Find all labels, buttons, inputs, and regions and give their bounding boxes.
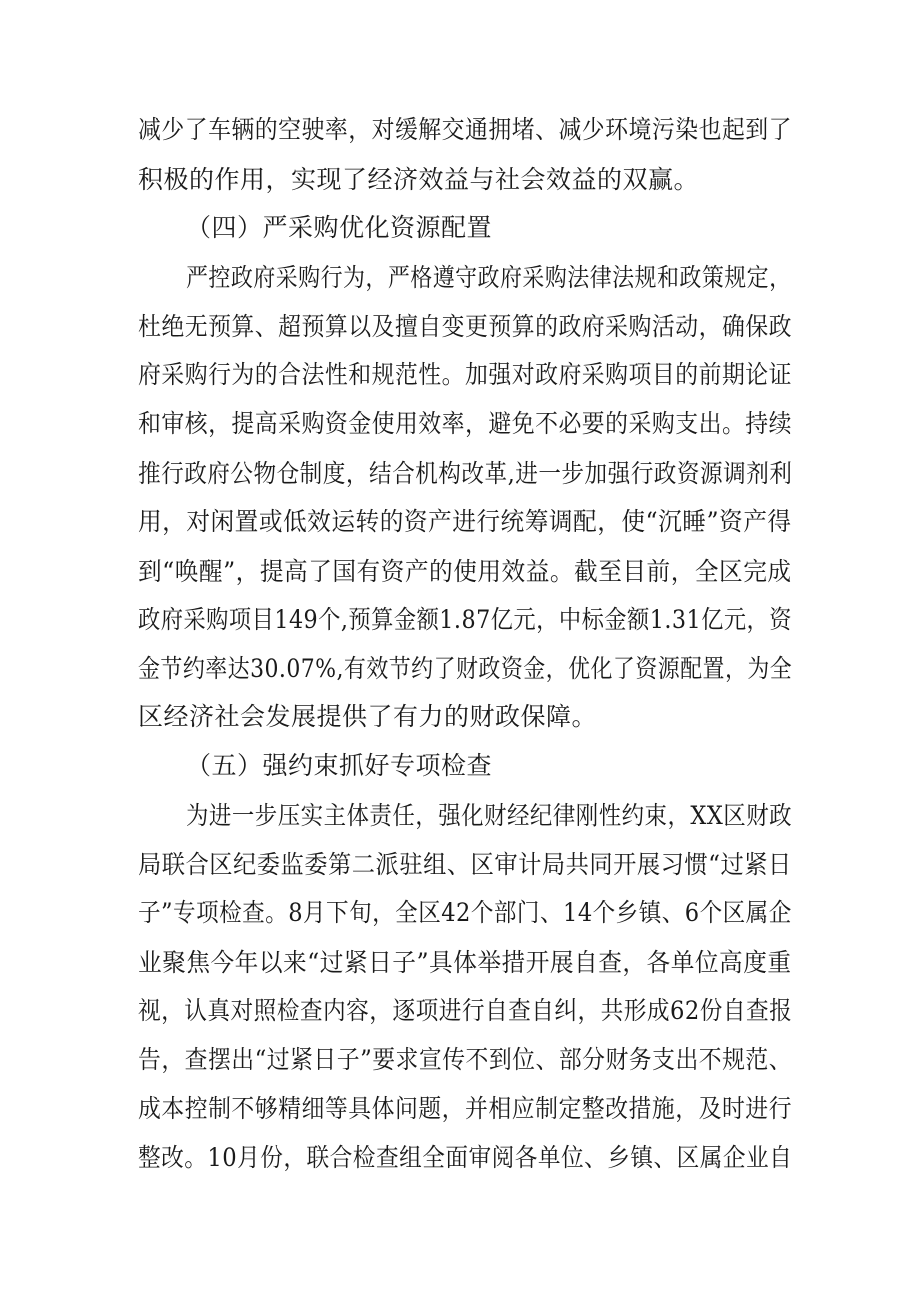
paragraph-line: 减少了车辆的空驶率，对缓解交通拥堵、减少环境污染也起到了	[138, 115, 793, 144]
paragraph-line: 积极的作用，实现了经济效益与社会效益的双赢。	[138, 165, 700, 194]
paragraph-line: 杜绝无预算、超预算以及擅自变更预算的政府采购活动，确保政	[138, 312, 793, 341]
paragraph-line: 子”专项检查。8月下旬，全区42个部门、14个乡镇、6个区属企	[138, 898, 792, 927]
paragraph-line: 区经济社会发展提供了有力的财政保障。	[138, 702, 598, 731]
paragraph-line: 用，对闲置或低效运转的资产进行统筹调配，使“沉睡”资产得	[138, 507, 792, 536]
paragraph-line: 府采购行为的合法性和规范性。加强对政府采购项目的前期论证	[138, 360, 793, 389]
paragraph-line: 业聚焦今年以来“过紧日子”具体举措开展自查，各单位高度重	[138, 948, 792, 977]
paragraph-line: 为进一步压实主体责任，强化财经纪律刚性约束，XX区财政	[186, 801, 793, 830]
paragraph-line: 政府采购项目149个,预算金额1.87亿元，中标金额1.31亿元，资	[138, 605, 792, 634]
paragraph-line: 金节约率达30.07%,有效节约了财政资金，优化了资源配置，为全	[138, 654, 793, 683]
paragraph-line: 成本控制不够精细等具体问题，并相应制定整改措施，及时进行	[138, 1094, 793, 1123]
paragraph-line: 告，查摆出“过紧日子”要求宣传不到位、部分财务支出不规范、	[138, 1045, 793, 1074]
paragraph-line: 和审核，提高采购资金使用效率，避免不必要的采购支出。持续	[138, 409, 793, 438]
paragraph-line: 推行政府公物仓制度，结合机构改革,进一步加强行政资源调剂利	[138, 459, 793, 488]
section-heading: （四）严采购优化资源配置	[186, 213, 493, 242]
paragraph-line: 视，认真对照检查内容，逐项进行自查自纠，共形成62份自查报	[138, 996, 793, 1025]
paragraph-line: 局联合区纪委监委第二派驻组、区审计局共同开展习惯“过紧日	[138, 850, 792, 879]
section-heading: （五）强约束抓好专项检查	[186, 751, 493, 780]
paragraph-line: 严控政府采购行为，严格遵守政府采购法律法规和政策规定，	[186, 263, 792, 292]
paragraph-line: 整改。10月份，联合检查组全面审阅各单位、乡镇、区属企业自	[138, 1143, 793, 1172]
paragraph-line: 到“唤醒”，提高了国有资产的使用效益。截至目前，全区完成	[138, 557, 792, 586]
